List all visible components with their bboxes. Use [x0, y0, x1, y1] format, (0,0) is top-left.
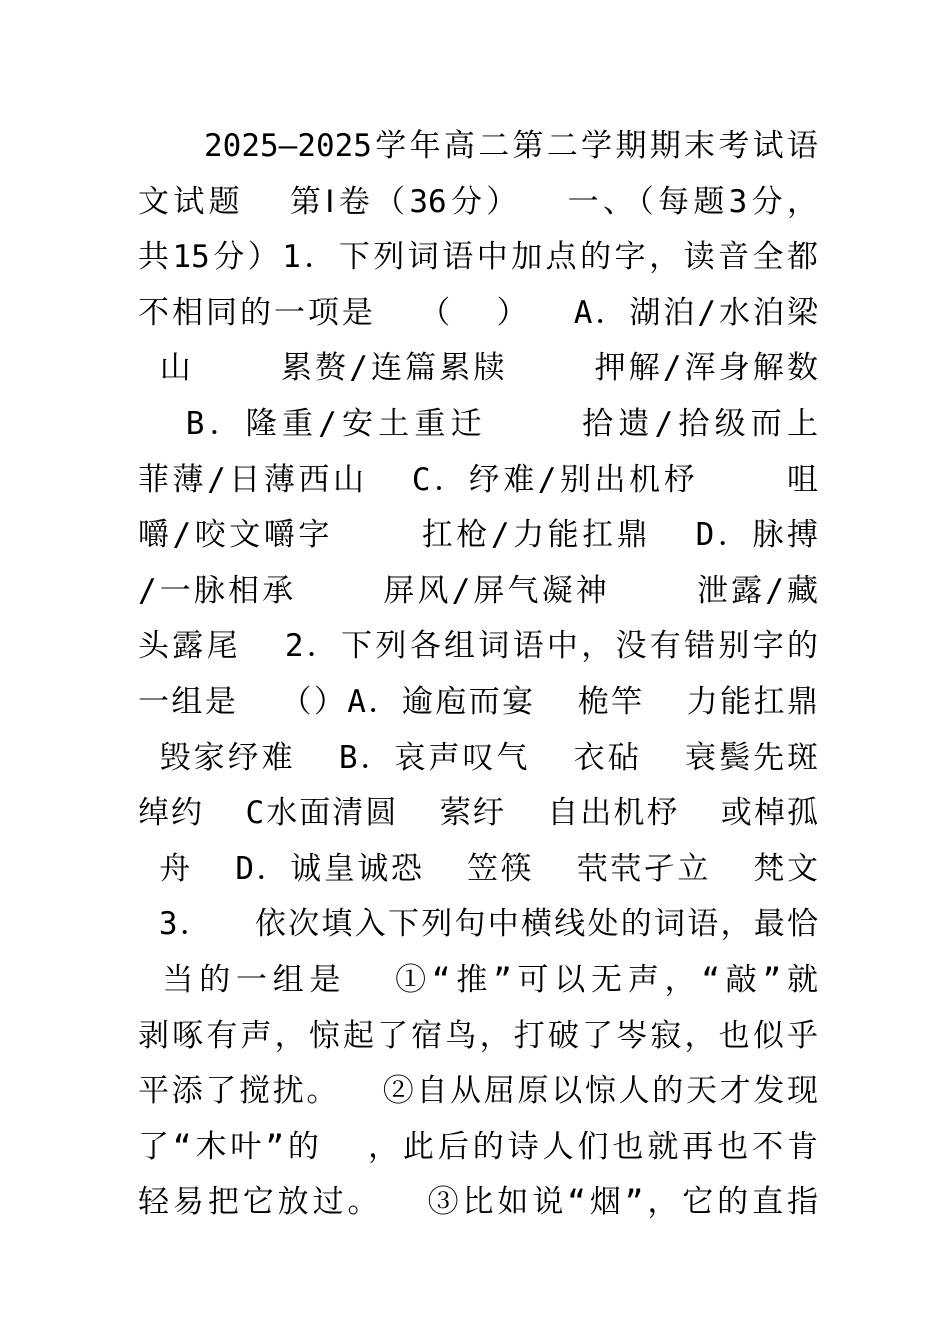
text-line: 毁家纾难 B．哀声叹气 衣砧 衰鬓先斑: [138, 739, 818, 776]
text-line: /一脉相承 屏风/屏气凝神 泄露/藏: [138, 572, 818, 609]
text-line: 头露尾 2．下列各组词语中，没有错别字的: [138, 628, 818, 665]
text-line: 山 累赘/连篇累牍 押解/浑身解数: [138, 350, 818, 387]
text-line: 舟 D．诚皇诚恐 笠筷 茕茕孑立 梵文: [138, 850, 818, 887]
text-line: 当的一组是 ①“推”可以无声，“敲”就: [138, 961, 818, 998]
text-line: 轻易把它放过。 ③比如说“烟”，它的直指: [138, 1184, 818, 1221]
text-line: 共15分）1．下列词语中加点的字，读音全都: [138, 239, 818, 276]
text-line: 文试题 第Ⅰ卷（36分） 一、（每题3分，: [138, 183, 818, 220]
text-line: 剥啄有声，惊起了宿鸟，打破了岑寂，也似乎: [138, 1017, 818, 1054]
text-line: 平添了搅扰。 ②自从屈原以惊人的天才发现: [138, 1073, 818, 1110]
text-line: 3． 依次填入下列句中横线处的词语，最恰: [138, 906, 818, 943]
text-line: 一组是 （）A．逾庖而宴 桅竿 力能扛鼎: [138, 683, 818, 720]
text-line: B．隆重/安土重迁 拾遗/拾级而上: [138, 405, 818, 442]
text-line: 了“木叶”的 ，此后的诗人们也就再也不肯: [138, 1128, 818, 1165]
text-line: 绰约 C水面清圆 萦纡 自出机杼 或棹孤: [138, 795, 818, 832]
text-line: 不相同的一项是 （ ） A．湖泊/水泊梁: [138, 294, 818, 331]
text-line: 嚼/咬文嚼字 扛枪/力能扛鼎 D．脉搏: [138, 517, 818, 554]
text-line: 菲薄/日薄西山 C．纾难/别出机杼 咀: [138, 461, 818, 498]
exam-body-text: [138, 119, 818, 1231]
text-line: 2025—2025学年高二第二学期期末考试语: [204, 128, 818, 164]
